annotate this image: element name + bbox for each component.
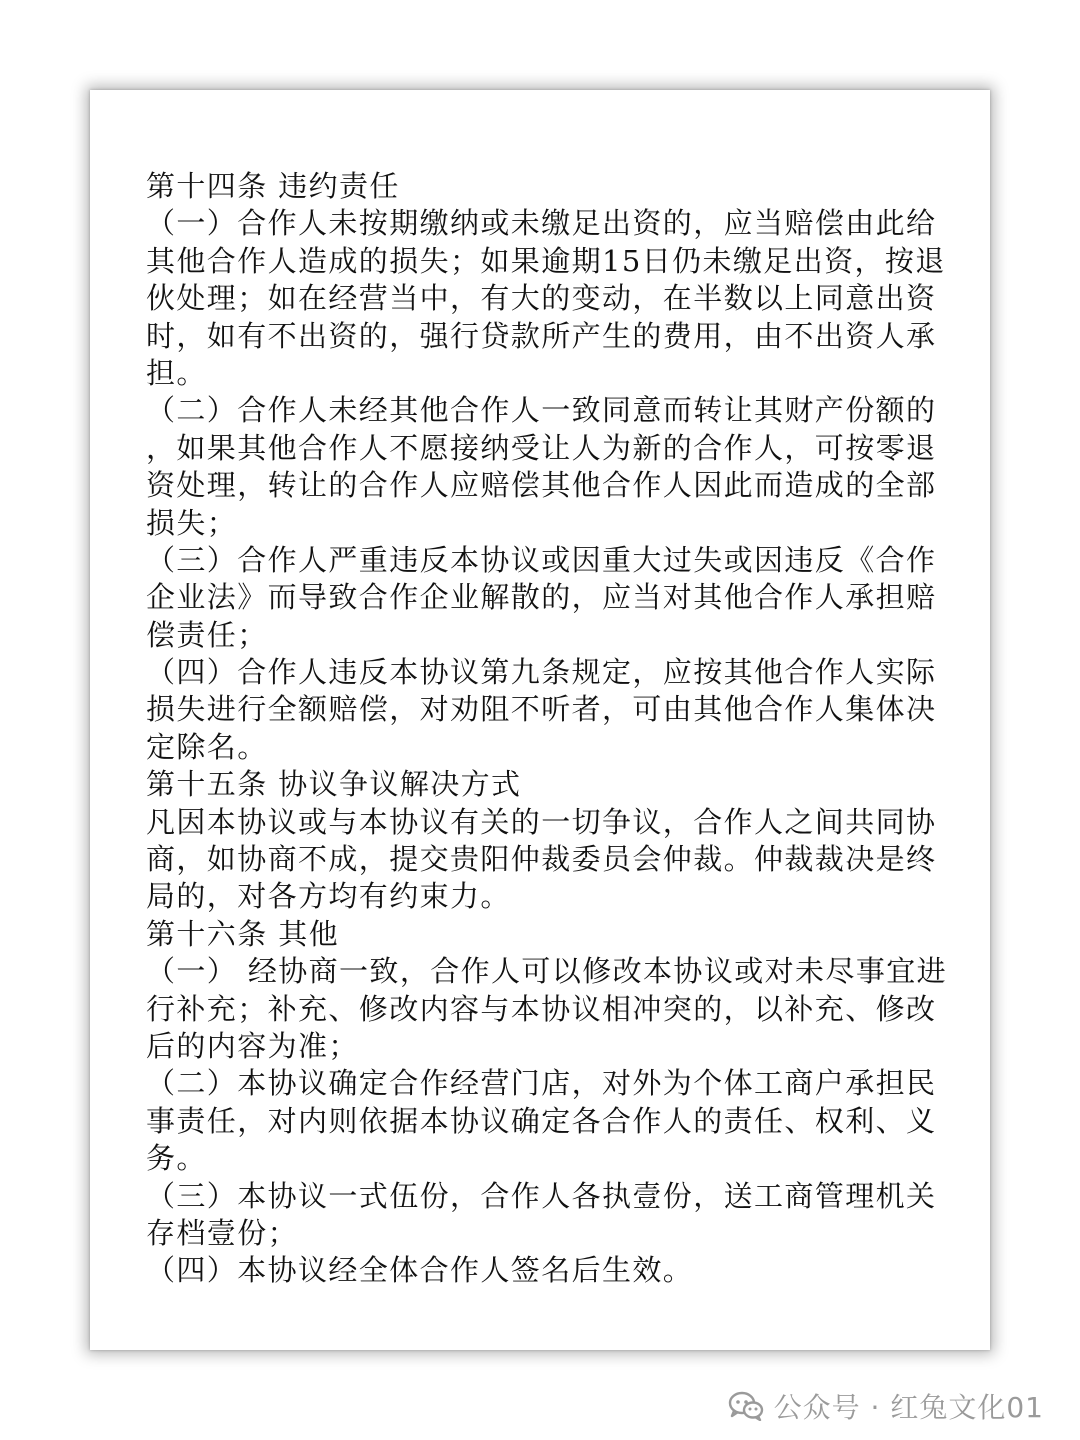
- text-line: 损失；: [146, 505, 238, 540]
- watermark-text: 公众号 · 红兔文化01: [773, 1391, 1044, 1424]
- text-line: 资处理，转让的合作人应赔偿其他合作人因此而造成的全部: [146, 468, 937, 503]
- text-line: 偿责任；: [146, 617, 268, 652]
- text-line: 行补充；补充、修改内容与本协议相冲突的，以补充、修改: [146, 991, 937, 1026]
- document-page: [90, 90, 990, 1350]
- text-line: 企业法》而导致合作企业解散的，应当对其他合作人承担赔: [146, 580, 937, 615]
- text-line: （三）合作人严重违反本协议或因重大过失或因违反《合作: [146, 542, 937, 577]
- article-14-heading: 第十四条 违约责任: [146, 169, 400, 203]
- text-line: 存档壹份；: [146, 1215, 299, 1250]
- text-line: ，如果其他合作人不愿接纳受让人为新的合作人，可按零退: [146, 430, 937, 465]
- text-line: 时，如有不出资的，强行贷款所产生的费用，由不出资人承: [146, 318, 937, 353]
- text-line: （二）本协议确定合作经营门店，对外为个体工商户承担民: [146, 1066, 937, 1101]
- text-line: 局的，对各方均有约束力。: [146, 879, 511, 914]
- text-line: 凡因本协议或与本协议有关的一切争议，合作人之间共同协: [146, 804, 937, 839]
- text-line: （三）本协议一式伍份，合作人各执壹份，送工商管理机关: [146, 1178, 937, 1213]
- text-line: （一） 经协商一致，合作人可以修改本协议或对未尽事宜进: [146, 954, 948, 989]
- text-line: 定除名。: [146, 729, 268, 764]
- text-line: （二）合作人未经其他合作人一致同意而转让其财产份额的: [146, 393, 937, 428]
- text-line: 损失进行全额赔偿，对劝阻不听者，可由其他合作人集体决: [146, 692, 937, 727]
- text-line: 其他合作人造成的损失；如果逾期15日仍未缴足出资，按退: [146, 243, 946, 278]
- account-watermark: [728, 1386, 1044, 1426]
- text-line: 后的内容为准；: [146, 1028, 359, 1063]
- text-line: （四）合作人违反本协议第九条规定，应按其他合作人实际: [146, 655, 937, 690]
- text-line: 担。: [146, 355, 207, 390]
- text-line: 务。: [146, 1141, 207, 1176]
- document-body: [146, 168, 946, 1290]
- wechat-icon: [728, 1391, 764, 1421]
- text-line: 伙处理；如在经营当中，有大的变动，在半数以上同意出资: [146, 281, 937, 316]
- text-line: 商，如协商不成，提交贵阳仲裁委员会仲裁。仲裁裁决是终: [146, 842, 937, 877]
- text-line: （四）本协议经全体合作人签名后生效。: [146, 1253, 694, 1288]
- text-line: （一）合作人未按期缴纳或未缴足出资的，应当赔偿由此给: [146, 206, 937, 241]
- article-16-heading: 第十六条 其他: [146, 916, 340, 951]
- text-line: 事责任，对内则依据本协议确定各合作人的责任、权利、义: [146, 1103, 937, 1138]
- article-15-heading: 第十五条 协议争议解决方式: [146, 767, 522, 802]
